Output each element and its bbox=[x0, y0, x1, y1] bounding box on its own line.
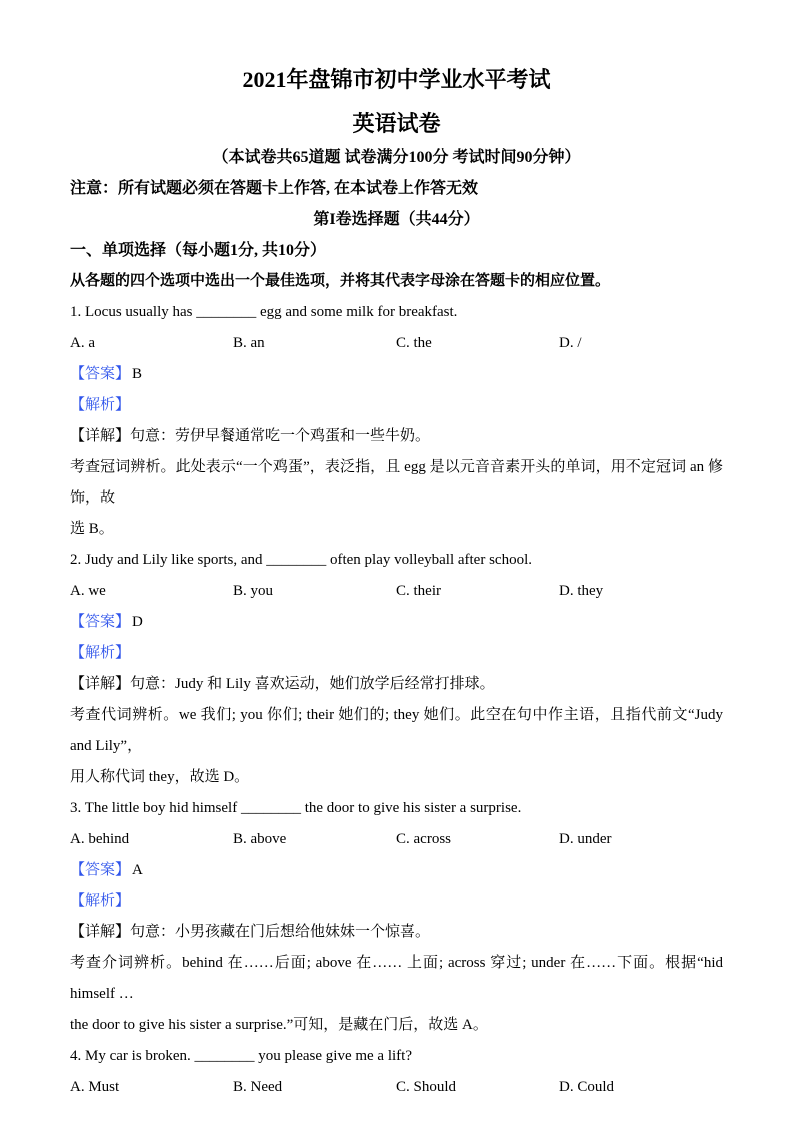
answer-line bbox=[70, 607, 723, 638]
detail-line: 用人称代词 they，故选 D。 bbox=[70, 769, 250, 785]
question-stem: 2. Judy and Lily like sports, and ________ often play volleyball after school. bbox=[70, 552, 532, 568]
options-row bbox=[70, 576, 723, 607]
detail-line: 考查冠词辨析。此处表示“一个鸡蛋”，表泛指，且 egg 是以元音音素开头的单词，用不定冠词 an 修饰，故 bbox=[70, 459, 723, 506]
option-c: C. across bbox=[396, 831, 451, 847]
option-a: A. Must bbox=[70, 1079, 120, 1095]
volume-heading: 第I卷选择题（共44分） bbox=[313, 211, 480, 228]
option-a: A. behind bbox=[70, 831, 130, 847]
answer-label: 【答案】 bbox=[70, 862, 131, 878]
option-c: C. their bbox=[396, 583, 441, 599]
detail-line: 考查代词辨析。we 我们; you 你们; their 她们的; they 她们。此空在句中作主语，且指代前文“Judy and Lily”， bbox=[70, 707, 723, 754]
analysis-line bbox=[70, 638, 723, 669]
option-d: D. under bbox=[559, 831, 612, 847]
answer-label: 【答案】 bbox=[70, 614, 131, 630]
option-d: D. they bbox=[559, 583, 604, 599]
option-b: B. an bbox=[233, 335, 265, 351]
option-d: D. Could bbox=[559, 1079, 615, 1095]
question-block-1 bbox=[70, 297, 723, 545]
question-block-2 bbox=[70, 545, 723, 793]
options-row bbox=[70, 328, 723, 359]
answer-line bbox=[70, 855, 723, 886]
analysis-label: 【解析】 bbox=[70, 397, 131, 413]
analysis-label: 【解析】 bbox=[70, 645, 131, 661]
question-stem: 4. My car is broken. ________ you please give me a lift? bbox=[70, 1048, 412, 1064]
options-row bbox=[70, 824, 723, 855]
detail-line: 【详解】句意：Judy 和 Lily 喜欢运动，她们放学后经常打排球。 bbox=[70, 676, 495, 692]
option-b: B. Need bbox=[233, 1079, 283, 1095]
option-b: B. you bbox=[233, 583, 274, 599]
option-b: B. above bbox=[233, 831, 287, 847]
exam-title: 2021年盘锦市初中学业水平考试 bbox=[242, 67, 551, 92]
option-a: A. we bbox=[70, 583, 106, 599]
analysis-line bbox=[70, 886, 723, 917]
detail-line: the door to give his sister a surprise.”可知，是藏在门后，故选 A。 bbox=[70, 1017, 488, 1033]
option-d: D. / bbox=[559, 335, 582, 351]
detail-line: 考查介词辨析。behind 在……后面; above 在…… 上面; across 穿过; under 在……下面。根据“hid himself … bbox=[70, 955, 723, 1002]
detail-line: 【详解】句意：小男孩藏在门后想给他妹妹一个惊喜。 bbox=[70, 924, 431, 940]
analysis-line bbox=[70, 390, 723, 421]
question-block-4 bbox=[70, 1041, 723, 1103]
question-stem: 3. The little boy hid himself ________ the door to give his sister a surprise. bbox=[70, 800, 522, 816]
answer-line bbox=[70, 359, 723, 390]
section-heading: 一、单项选择（每小题1分, 共10分） bbox=[70, 242, 327, 259]
question-block-3 bbox=[70, 793, 723, 1041]
exam-meta: （本试卷共65道题 试卷满分100分 考试时间90分钟） bbox=[212, 149, 581, 166]
question-stem: 1. Locus usually has ________ egg and some milk for breakfast. bbox=[70, 304, 458, 320]
analysis-label: 【解析】 bbox=[70, 893, 131, 909]
option-a: A. a bbox=[70, 335, 95, 351]
answer-value: D bbox=[132, 614, 143, 630]
option-c: C. the bbox=[396, 335, 432, 351]
answer-value: B bbox=[132, 366, 143, 382]
exam-notice: 注意：所有试题必须在答题卡上作答, 在本试卷上作答无效 bbox=[70, 180, 479, 197]
detail-line: 【详解】句意：劳伊早餐通常吃一个鸡蛋和一些牛奶。 bbox=[70, 428, 431, 444]
exam-subtitle: 英语试卷 bbox=[352, 111, 441, 136]
answer-label: 【答案】 bbox=[70, 366, 131, 382]
options-row bbox=[70, 1072, 723, 1103]
answer-value: A bbox=[132, 862, 143, 878]
option-c: C. Should bbox=[396, 1079, 457, 1095]
section-instruction: 从各题的四个选项中选出一个最佳选项，并将其代表字母涂在答题卡的相应位置。 bbox=[70, 273, 611, 289]
detail-line: 选 B。 bbox=[70, 521, 114, 537]
